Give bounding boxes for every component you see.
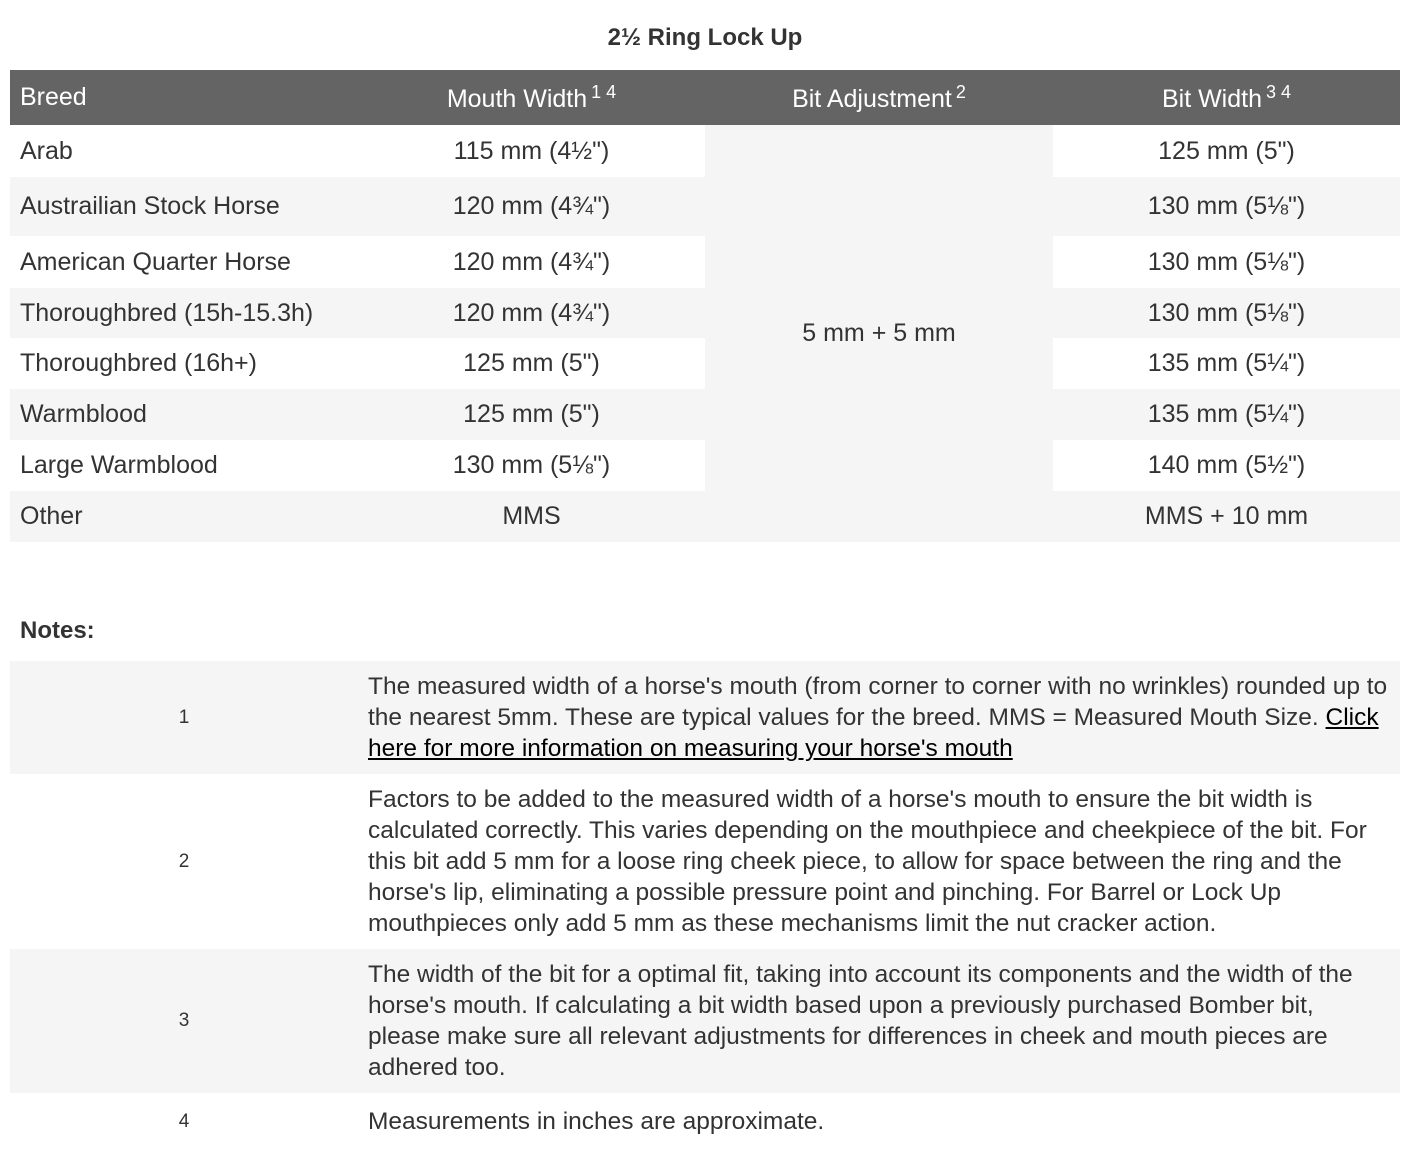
notes-heading: Notes: xyxy=(20,617,95,644)
bit-width-cell: MMS + 10 mm xyxy=(1053,491,1400,542)
breed-cell: Other xyxy=(10,491,358,542)
breed-cell: Arab xyxy=(20,136,73,165)
note-text: Factors to be added to the measured width of a horse's mouth to ensure the bit width is calculated correctly. This varies depending on the mouthpiece and cheekpiece of the bit. For this bit add 5 mm for a loose ring cheek piece, to allow for space between the ring and the horse's lip, eliminating a possible pressure point and pinching. For Barrel or Lock Up mouthpieces only add 5 mm as these mechanisms limit the nut cracker action. xyxy=(368,786,1367,937)
note-row xyxy=(10,1093,1400,1150)
breed-cell: Warmblood xyxy=(10,389,358,440)
bit-size-table xyxy=(10,70,1400,542)
table-header-row xyxy=(10,70,1400,125)
header-breed xyxy=(10,70,358,125)
bit-width-cell: 130 mm (5⅛") xyxy=(1147,247,1306,276)
note-text: The width of the bit for a optimal fit, taking into account its components and the width of the horse's mouth. If calculating a bit width based upon a previously purchased Bomber bit, please make sure all relevant adjustments for differences in cheek and mouth pieces are adhered too. xyxy=(358,949,1400,1093)
footnote-ref: 1 4 xyxy=(591,81,617,102)
mouth-width-cell: 120 mm (4¾") xyxy=(358,288,705,338)
breed-cell: Thoroughbred (15h-15.3h) xyxy=(10,288,358,338)
note-row xyxy=(10,774,1400,949)
footnote-ref: 2 xyxy=(955,81,966,102)
header-label: Bit Width xyxy=(1161,84,1262,113)
mouth-width-cell: 115 mm (4½") xyxy=(453,136,610,165)
note-number: 2 xyxy=(178,850,190,872)
note-body: The measured width of a horse's mouth (from corner to corner with no wrinkles) rounded up to the nearest 5mm. These are typical values for the breed. MMS = Measured Mouth Size. xyxy=(368,673,1388,731)
mouth-width-cell: 130 mm (5⅛") xyxy=(452,451,611,479)
bit-width-cell: 125 mm (5") xyxy=(1158,136,1295,165)
mouth-width-cell: 120 mm (4¾") xyxy=(452,247,611,276)
header-bit-width xyxy=(1053,70,1400,125)
breed-cell: Large Warmblood xyxy=(20,451,218,479)
mouth-width-cell: 120 mm (4¾") xyxy=(358,177,705,236)
page-title: 2½ Ring Lock Up xyxy=(607,24,803,51)
mouth-width-cell: MMS xyxy=(358,491,705,542)
mouth-width-cell: 125 mm (5") xyxy=(358,389,705,440)
header-bit-adjustment xyxy=(705,70,1053,125)
note-number: 4 xyxy=(178,1110,190,1132)
measuring-info-link[interactable]: Click here for more information on measuring your horse's mouth xyxy=(368,704,1379,762)
note-number: 1 xyxy=(10,661,358,774)
note-row xyxy=(10,661,1400,774)
header-label: Bit Adjustment xyxy=(792,84,952,113)
notes-table xyxy=(10,661,1400,1150)
bit-width-cell: 130 mm (5⅛") xyxy=(1053,177,1400,236)
bit-adjustment-cell: 5 mm + 5 mm xyxy=(705,125,1053,542)
table-row xyxy=(10,125,1400,177)
bit-width-cell: 130 mm (5⅛") xyxy=(1053,288,1400,338)
bit-width-cell: 135 mm (5¼") xyxy=(1147,349,1306,377)
footnote-ref: 3 4 xyxy=(1266,81,1292,102)
mouth-width-cell: 125 mm (5") xyxy=(463,349,600,377)
note-text: Measurements in inches are approximate. xyxy=(368,1108,825,1135)
bit-width-cell: 135 mm (5¼") xyxy=(1053,389,1400,440)
bit-width-cell: 140 mm (5½") xyxy=(1147,451,1306,479)
breed-cell: American Quarter Horse xyxy=(20,247,291,276)
breed-cell: Austrailian Stock Horse xyxy=(10,177,358,236)
header-mouth-width xyxy=(358,70,705,125)
header-label: Mouth Width xyxy=(446,84,588,113)
header-label: Breed xyxy=(20,83,87,111)
breed-cell: Thoroughbred (16h+) xyxy=(20,349,257,377)
note-text xyxy=(358,661,1400,774)
note-row xyxy=(10,949,1400,1093)
note-number: 3 xyxy=(10,949,358,1093)
